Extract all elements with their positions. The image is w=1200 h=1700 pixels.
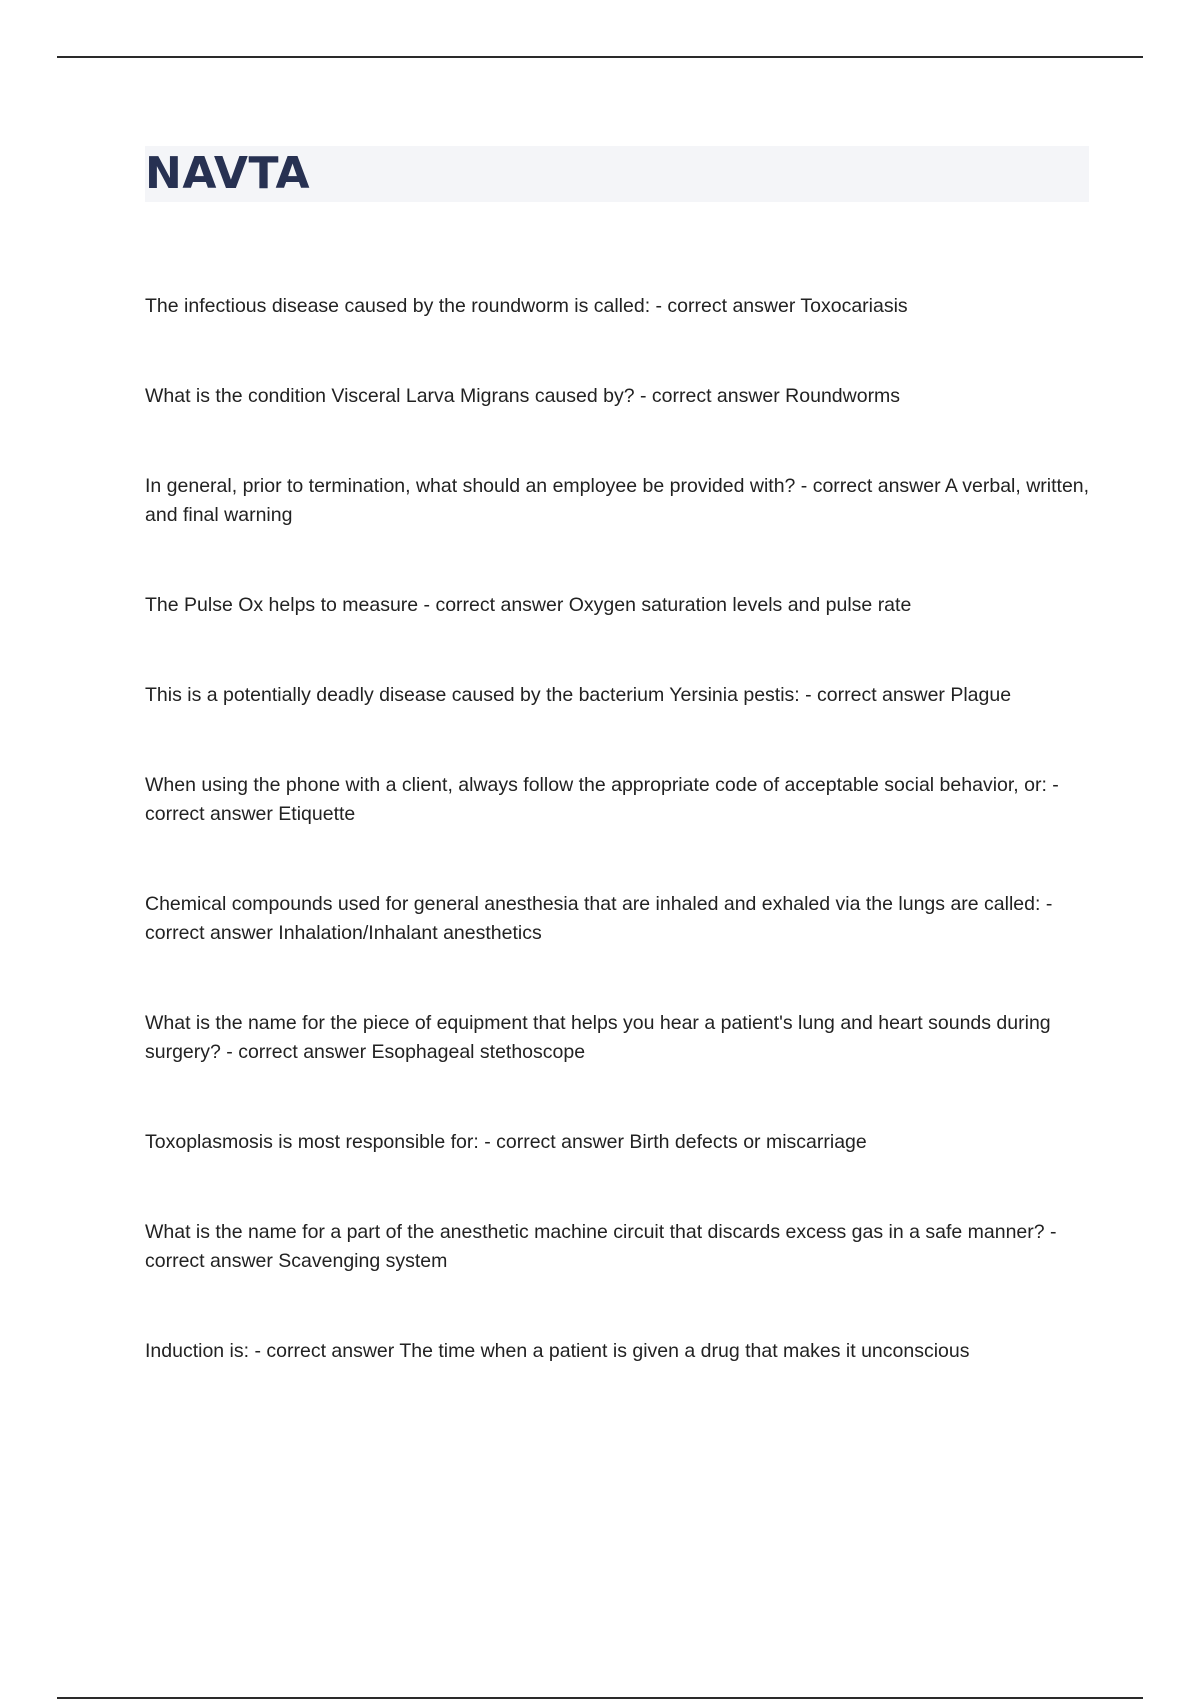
qa-item: What is the condition Visceral Larva Migrans caused by? - correct answer Roundworms [145,385,901,407]
qa-item: The Pulse Ox helps to measure - correct answer Oxygen saturation levels and pulse rate [145,594,912,616]
qa-item: This is a potentially deadly disease caused by the bacterium Yersinia pestis: - correct answer Plague [145,684,1012,706]
qa-item: Toxoplasmosis is most responsible for: - correct answer Birth defects or miscarriage [145,1131,867,1153]
document-title: NAVTA [145,148,311,199]
qa-item: Induction is: - correct answer The time when a patient is given a drug that makes it unconscious [145,1340,970,1362]
qa-item: What is the name for the piece of equipment that helps you hear a patient's lung and heart sounds during surgery? - correct answer Esophageal stethoscope [145,1012,1051,1063]
qa-item: Chemical compounds used for general anesthesia that are inhaled and exhaled via the lungs are called: - correct answer Inhalation/Inhalant anesthetics [145,893,1053,944]
qa-item: In general, prior to termination, what should an employee be provided with? - correct answer A verbal, written, and final warning [145,475,1090,526]
qa-item: What is the name for a part of the anesthetic machine circuit that discards excess gas in a safe manner? - correct answer Scavenging system [145,1221,1057,1272]
header-divider [57,56,1143,58]
qa-item: When using the phone with a client, always follow the appropriate code of acceptable social behavior, or: - correct answer Etiquette [145,774,1059,825]
qa-item: The infectious disease caused by the roundworm is called: - correct answer Toxocariasis [145,295,908,317]
footer-divider [57,1697,1143,1699]
title-banner [145,146,1089,202]
qa-list [145,292,1090,1427]
